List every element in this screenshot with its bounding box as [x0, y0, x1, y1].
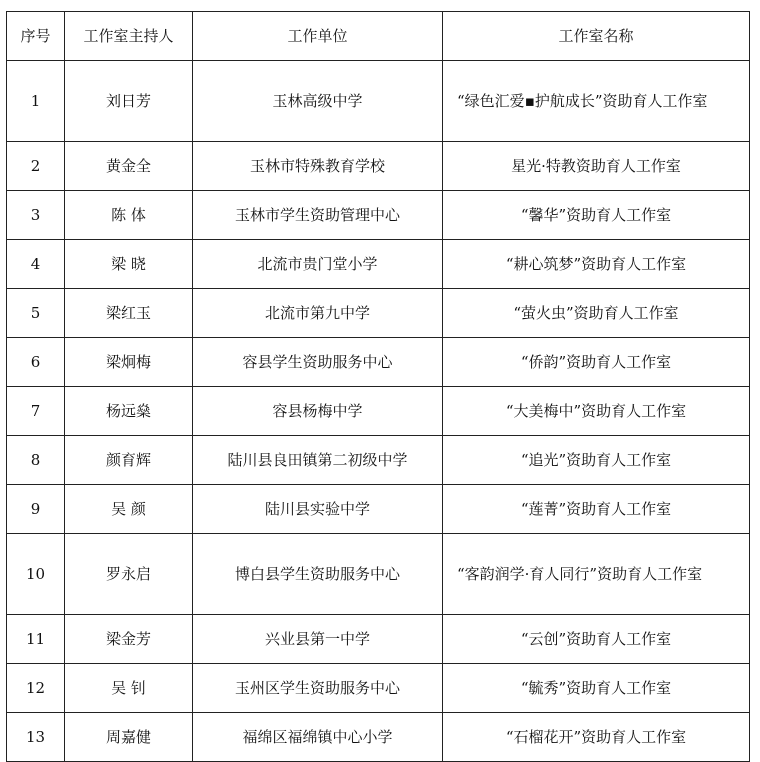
row-index: 13	[7, 713, 65, 762]
row-studio-name: “莲菁”资助育人工作室	[443, 485, 750, 534]
row-unit: 北流市贵门堂小学	[193, 240, 443, 289]
table-row	[7, 338, 750, 387]
row-host: 陈 体	[65, 191, 193, 240]
row-studio-name: 星光·特教资助育人工作室	[443, 142, 750, 191]
table-row	[7, 61, 750, 142]
row-unit: 玉林市特殊教育学校	[193, 142, 443, 191]
row-unit: 北流市第九中学	[193, 289, 443, 338]
row-host: 罗永启	[65, 534, 193, 615]
table-row	[7, 191, 750, 240]
row-host: 吴 钊	[65, 664, 193, 713]
row-studio-name: “石榴花开”资助育人工作室	[443, 713, 750, 762]
row-host: 杨远燊	[65, 387, 193, 436]
table-row	[7, 664, 750, 713]
row-host: 梁炯梅	[65, 338, 193, 387]
row-index: 1	[7, 61, 65, 142]
row-studio-name: “毓秀”资助育人工作室	[443, 664, 750, 713]
row-host: 吴 颜	[65, 485, 193, 534]
row-host: 梁红玉	[65, 289, 193, 338]
row-host: 周嘉健	[65, 713, 193, 762]
row-host: 刘日芳	[65, 61, 193, 142]
row-unit: 容县学生资助服务中心	[193, 338, 443, 387]
row-unit: 玉州区学生资助服务中心	[193, 664, 443, 713]
header-row	[7, 12, 750, 61]
table-row	[7, 387, 750, 436]
row-index: 12	[7, 664, 65, 713]
table-body	[7, 61, 750, 762]
row-index: 9	[7, 485, 65, 534]
row-unit: 福绵区福绵镇中心小学	[193, 713, 443, 762]
table-row	[7, 240, 750, 289]
row-studio-name: “云创”资助育人工作室	[443, 615, 750, 664]
table-row	[7, 436, 750, 485]
row-studio-name: “绿色汇爱▪护航成长”资助育人工作室	[443, 61, 750, 142]
row-index: 2	[7, 142, 65, 191]
row-studio-name: “追光”资助育人工作室	[443, 436, 750, 485]
row-index: 7	[7, 387, 65, 436]
row-unit: 陆川县良田镇第二初级中学	[193, 436, 443, 485]
row-studio-name: “侨韵”资助育人工作室	[443, 338, 750, 387]
column-header-unit: 工作单位	[193, 12, 443, 61]
table-row	[7, 713, 750, 762]
row-host: 黄金全	[65, 142, 193, 191]
row-index: 5	[7, 289, 65, 338]
table-row	[7, 615, 750, 664]
table-row	[7, 485, 750, 534]
row-studio-name: “大美梅中”资助育人工作室	[443, 387, 750, 436]
row-host: 梁金芳	[65, 615, 193, 664]
row-studio-name: “耕心筑梦”资助育人工作室	[443, 240, 750, 289]
row-host: 梁 晓	[65, 240, 193, 289]
table-header	[7, 12, 750, 61]
table-row	[7, 289, 750, 338]
row-unit: 玉林市学生资助管理中心	[193, 191, 443, 240]
row-unit: 玉林高级中学	[193, 61, 443, 142]
row-unit: 陆川县实验中学	[193, 485, 443, 534]
column-header-index: 序号	[7, 12, 65, 61]
studio-list-table	[6, 11, 750, 762]
row-host: 颜育辉	[65, 436, 193, 485]
table-row	[7, 534, 750, 615]
row-index: 6	[7, 338, 65, 387]
row-unit: 兴业县第一中学	[193, 615, 443, 664]
row-studio-name: “客韵润学·育人同行”资助育人工作室	[443, 534, 750, 615]
row-index: 8	[7, 436, 65, 485]
table-row	[7, 142, 750, 191]
row-studio-name: “馨华”资助育人工作室	[443, 191, 750, 240]
column-header-name: 工作室名称	[443, 12, 750, 61]
row-index: 11	[7, 615, 65, 664]
row-index: 4	[7, 240, 65, 289]
column-header-host: 工作室主持人	[65, 12, 193, 61]
row-index: 3	[7, 191, 65, 240]
row-index: 10	[7, 534, 65, 615]
row-studio-name: “萤火虫”资助育人工作室	[443, 289, 750, 338]
row-unit: 容县杨梅中学	[193, 387, 443, 436]
row-unit: 博白县学生资助服务中心	[193, 534, 443, 615]
